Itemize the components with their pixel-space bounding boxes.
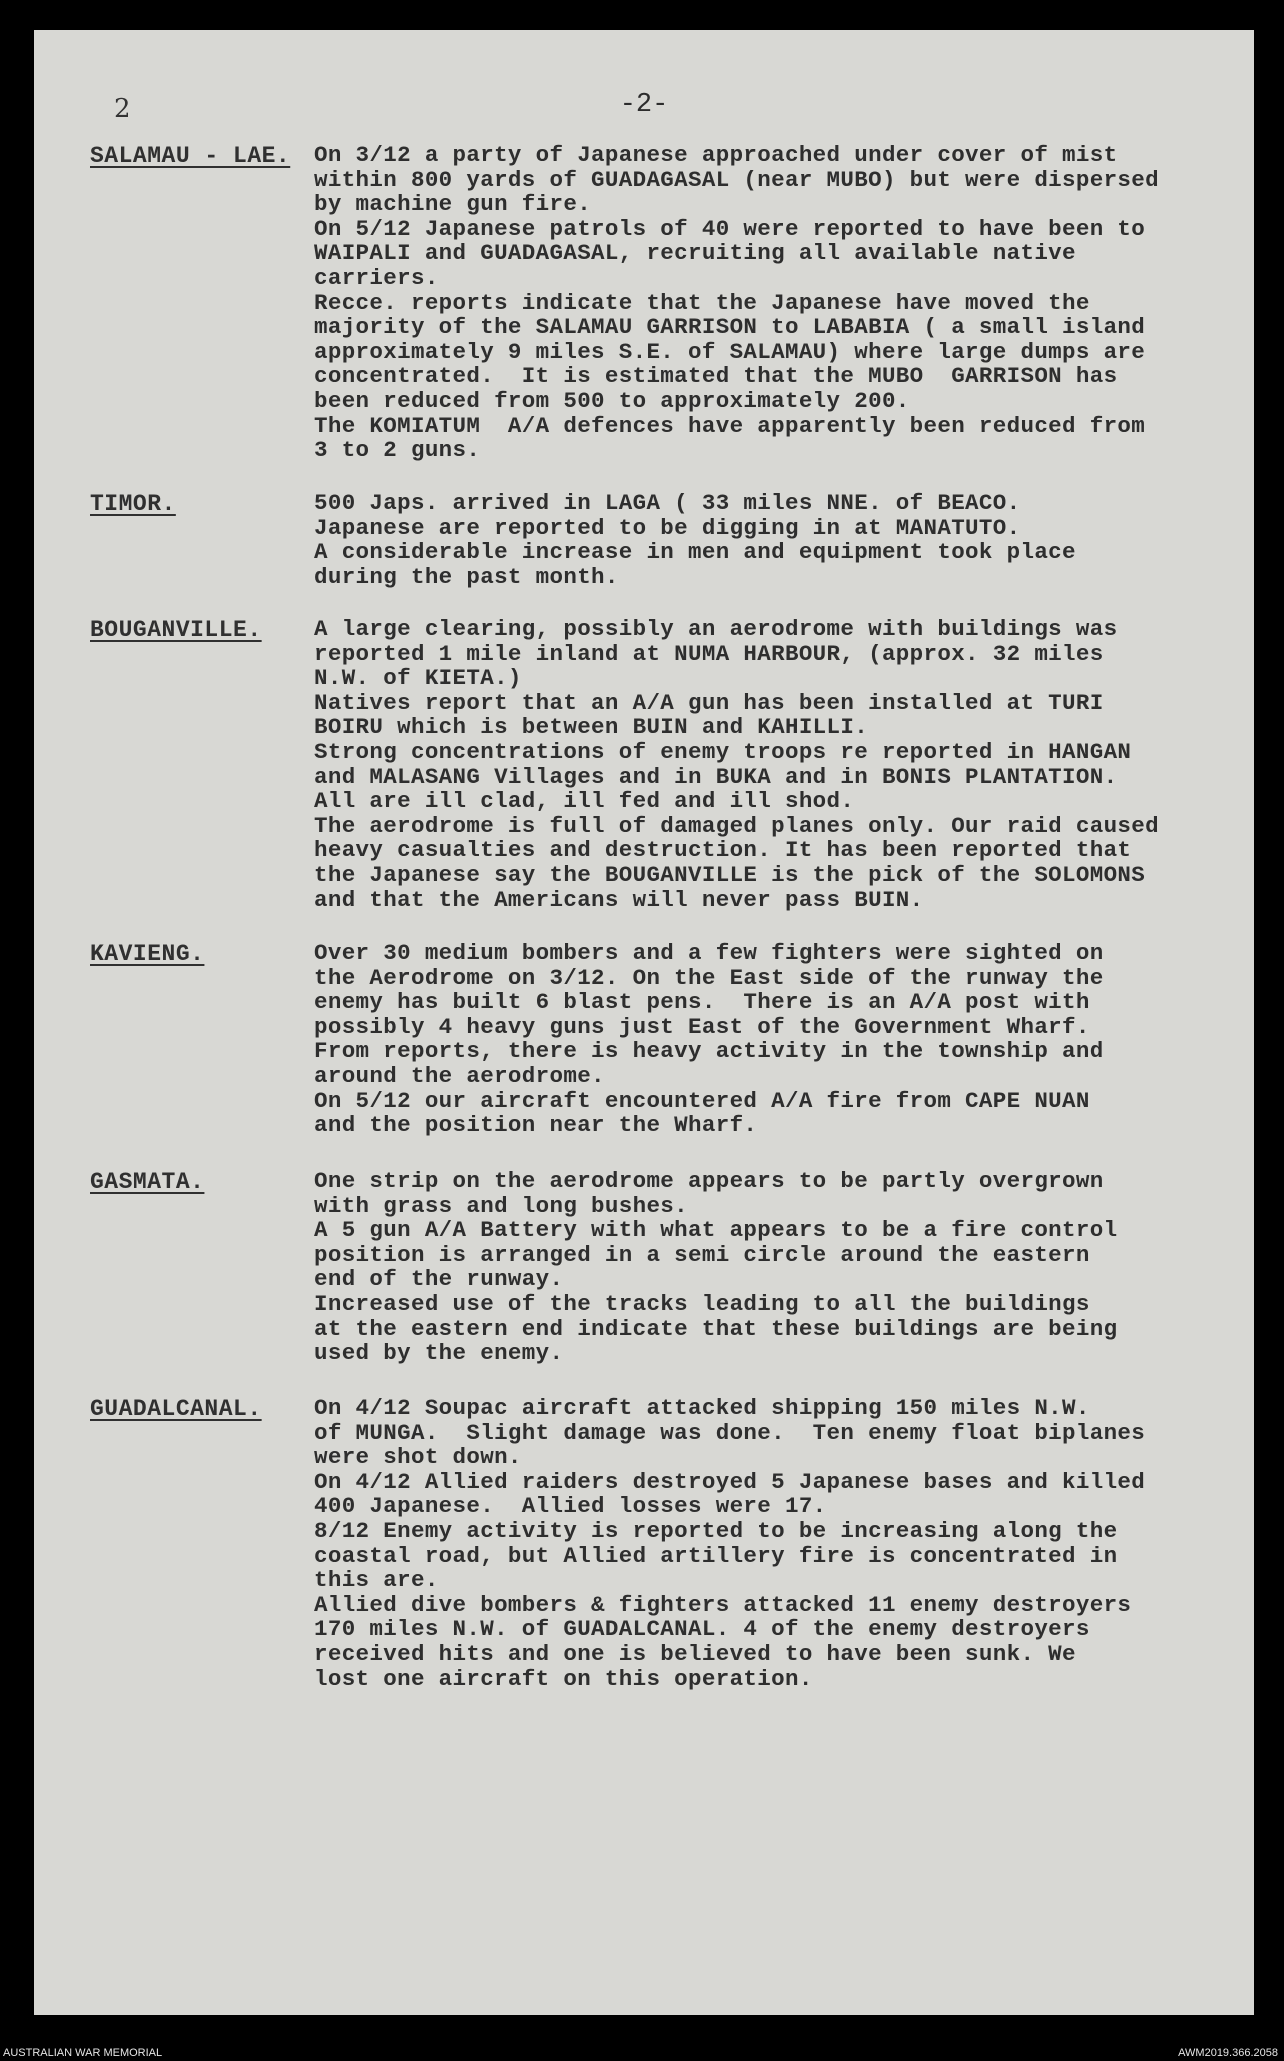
text-line: concentrated. It is estimated that the MUBO GARRISON has [314,363,1118,390]
section-body [314,1169,1224,1366]
text-line: at the eastern end indicate that these buildings are being [314,1315,1118,1342]
text-line: From reports, there is heavy activity in the township and [314,1038,1104,1065]
text-line: On 5/12 Japanese patrols of 40 were reported to have been to [314,215,1146,242]
text-line: the Aerodrome on 3/12. On the East side of the runway the [314,964,1104,991]
section-body [314,143,1224,463]
section-heading: BOUGANVILLE. [90,617,262,643]
section-heading: GUADALCANAL. [90,1396,262,1422]
text-line: during the past month. [314,563,619,590]
text-line: N.W. of KIETA.) [314,665,522,692]
text-line: within 800 yards of GUADAGASAL (near MUBO) but were dispersed [314,166,1159,193]
text-line: A large clearing, possibly an aerodrome with buildings was [314,616,1118,642]
text-line: WAIPALI and GUADAGASAL, recruiting all available native [314,240,1076,267]
text-line: Japanese are reported to be digging in at MANATUTO. [314,514,1021,541]
section-heading: SALAMAU - LAE. [90,143,291,169]
section-heading: KAVIENG. [90,941,205,967]
text-line: enemy has built 6 blast pens. There is an A/A post with [314,989,1090,1016]
text-line: The aerodrome is full of damaged planes only. Our raid caused [314,812,1159,839]
section-body [314,617,1224,912]
text-line: and the position near the Wharf. [314,1112,758,1139]
text-line: of MUNGA. Slight damage was done. Ten enemy float biplanes [314,1419,1146,1446]
text-line: Allied dive bombers & fighters attacked 11 enemy destroyers [314,1591,1132,1618]
text-line: On 4/12 Soupac aircraft attacked shipping 150 miles N.W. [314,1395,1090,1421]
text-line: and MALASANG Villages and in BUKA and in BONIS PLANTATION. [314,763,1118,790]
footer-credit: AUSTRALIAN WAR MEMORIAL [3,2047,163,2059]
text-line: been reduced from 500 to approximately 200. [314,387,910,414]
text-line: used by the enemy. [314,1340,564,1367]
text-line: Over 30 medium bombers and a few fighters were sighted on [314,940,1104,966]
text-line: lost one aircraft on this operation. [314,1665,813,1692]
text-line: and that the Americans will never pass BUIN. [314,886,924,913]
footer-reference: AWM2019.366.2058 [1178,2047,1278,2059]
section-body [314,1396,1224,1691]
text-line: The KOMIATUM A/A defences have apparently been reduced from [314,412,1146,439]
text-line: this are. [314,1567,439,1594]
text-line: A considerable increase in men and equipment took place [314,539,1076,566]
corner-mark: 2 [114,94,131,124]
text-line: Natives report that an A/A gun has been installed at TURI [314,689,1104,716]
text-line: coastal road, but Allied artillery fire is concentrated in [314,1542,1118,1569]
text-line: Increased use of the tracks leading to all the buildings [314,1290,1090,1317]
section-body [314,941,1224,1138]
text-line: end of the runway. [314,1266,564,1293]
text-line: One strip on the aerodrome appears to be partly overgrown [314,1168,1104,1194]
text-line: majority of the SALAMAU GARRISON to LABABIA ( a small island [314,314,1146,341]
text-line: position is arranged in a semi circle around the eastern [314,1241,1090,1268]
section-body [314,491,1224,589]
text-line: On 4/12 Allied raiders destroyed 5 Japanese bases and killed [314,1468,1146,1495]
section-heading: TIMOR. [90,491,176,517]
text-line: with grass and long bushes. [314,1192,689,1219]
text-line: Strong concentrations of enemy troops re reported in HANGAN [314,738,1132,765]
page-number: -2- [619,90,669,120]
text-line: 170 miles N.W. of GUADALCANAL. 4 of the enemy destroyers [314,1616,1090,1643]
text-line: carriers. [314,264,439,291]
text-line: possibly 4 heavy guns just East of the Government Wharf. [314,1013,1090,1040]
text-line: received hits and one is believed to have been sunk. We [314,1640,1076,1667]
text-line: Recce. reports indicate that the Japanese have moved the [314,289,1090,316]
text-line: On 5/12 our aircraft encountered A/A fire from CAPE NUAN [314,1087,1090,1114]
text-line: reported 1 mile inland at NUMA HARBOUR, (approx. 32 miles [314,640,1104,667]
document-page [34,30,1254,2015]
text-line: On 3/12 a party of Japanese approached under cover of mist [314,142,1118,168]
text-line: were shot down. [314,1444,522,1471]
text-line: A 5 gun A/A Battery with what appears to be a fire control [314,1217,1118,1244]
text-line: 8/12 Enemy activity is reported to be increasing along the [314,1517,1118,1544]
text-line: heavy casualties and destruction. It has been reported that [314,837,1132,864]
text-line: 3 to 2 guns. [314,437,481,464]
section-heading: GASMATA. [90,1169,205,1195]
text-line: by machine gun fire. [314,191,592,218]
text-line: 400 Japanese. Allied losses were 17. [314,1493,827,1520]
text-line: the Japanese say the BOUGANVILLE is the pick of the SOLOMONS [314,861,1146,888]
text-line: All are ill clad, ill fed and ill shod. [314,788,855,815]
text-line: approximately 9 miles S.E. of SALAMAU) where large dumps are [314,338,1146,365]
text-line: around the aerodrome. [314,1062,605,1089]
text-line: 500 Japs. arrived in LAGA ( 33 miles NNE. of BEACO. [314,490,1021,516]
text-line: BOIRU which is between BUIN and KAHILLI. [314,714,869,741]
